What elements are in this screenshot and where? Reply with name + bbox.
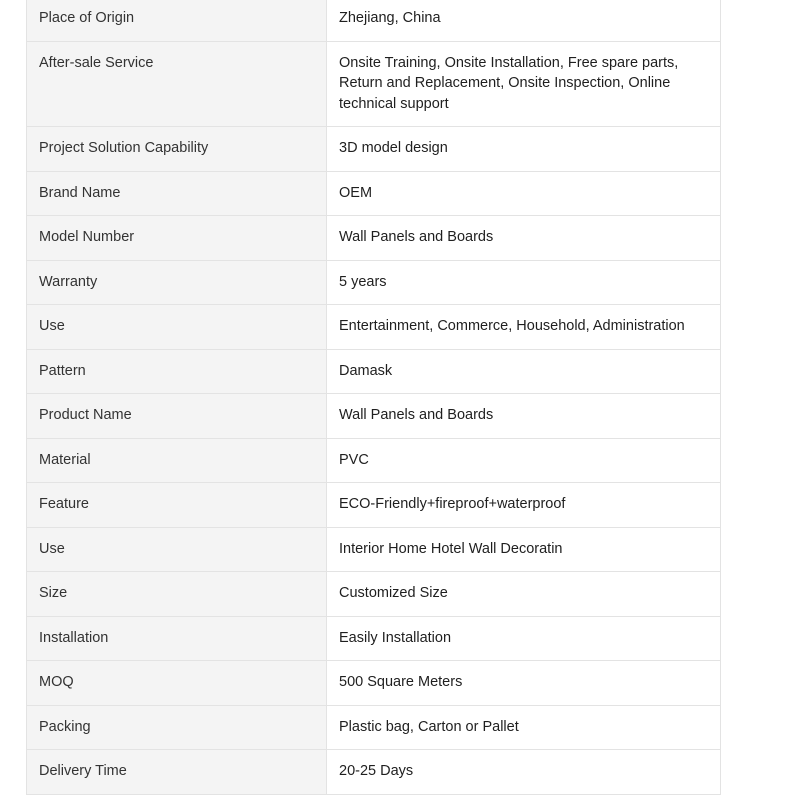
spec-key: Size: [27, 572, 327, 617]
spec-key: Product Name: [27, 394, 327, 439]
spec-key: Delivery Time: [27, 750, 327, 795]
specifications-body: [27, 0, 721, 794]
spec-row-model-number: [27, 216, 721, 261]
spec-key: Place of Origin: [27, 0, 327, 41]
spec-row-delivery-time: [27, 750, 721, 795]
spec-row-use: [27, 305, 721, 350]
spec-row-project-solution-capability: [27, 127, 721, 172]
spec-key: Warranty: [27, 260, 327, 305]
spec-value: 3D model design: [327, 127, 721, 172]
spec-value: PVC: [327, 438, 721, 483]
spec-row-size: [27, 572, 721, 617]
spec-value: Interior Home Hotel Wall Decoratin: [327, 527, 721, 572]
spec-key: Installation: [27, 616, 327, 661]
spec-value: Entertainment, Commerce, Household, Administration: [327, 305, 721, 350]
spec-row-feature: [27, 483, 721, 528]
spec-key: Material: [27, 438, 327, 483]
spec-value: 20-25 Days: [327, 750, 721, 795]
spec-row-warranty: [27, 260, 721, 305]
spec-value: Zhejiang, China: [327, 0, 721, 41]
spec-row-installation: [27, 616, 721, 661]
spec-row-material: [27, 438, 721, 483]
product-specifications-table: [26, 0, 721, 795]
spec-value: Wall Panels and Boards: [327, 216, 721, 261]
spec-key: After-sale Service: [27, 41, 327, 127]
spec-key: Use: [27, 305, 327, 350]
spec-value: Wall Panels and Boards: [327, 394, 721, 439]
spec-row-after-sale-service: [27, 41, 721, 127]
spec-row-place-of-origin: [27, 0, 721, 41]
spec-row-product-name: [27, 394, 721, 439]
spec-key: Use: [27, 527, 327, 572]
spec-key: Model Number: [27, 216, 327, 261]
spec-key: Brand Name: [27, 171, 327, 216]
spec-key: Packing: [27, 705, 327, 750]
spec-key: Project Solution Capability: [27, 127, 327, 172]
spec-value: 5 years: [327, 260, 721, 305]
spec-key: Pattern: [27, 349, 327, 394]
spec-row-pattern: [27, 349, 721, 394]
spec-value: ECO-Friendly+fireproof+waterproof: [327, 483, 721, 528]
spec-value: Damask: [327, 349, 721, 394]
spec-row-use-interior: [27, 527, 721, 572]
spec-value: Easily Installation: [327, 616, 721, 661]
spec-row-brand-name: [27, 171, 721, 216]
spec-value: Plastic bag, Carton or Pallet: [327, 705, 721, 750]
spec-key: MOQ: [27, 661, 327, 706]
spec-row-moq: [27, 661, 721, 706]
spec-key: Feature: [27, 483, 327, 528]
spec-value: OEM: [327, 171, 721, 216]
spec-value: Customized Size: [327, 572, 721, 617]
spec-value: Onsite Training, Onsite Installation, Free spare parts, Return and Replacement, Onsite Inspection, Online technical support: [327, 41, 721, 127]
spec-row-packing: [27, 705, 721, 750]
spec-value: 500 Square Meters: [327, 661, 721, 706]
